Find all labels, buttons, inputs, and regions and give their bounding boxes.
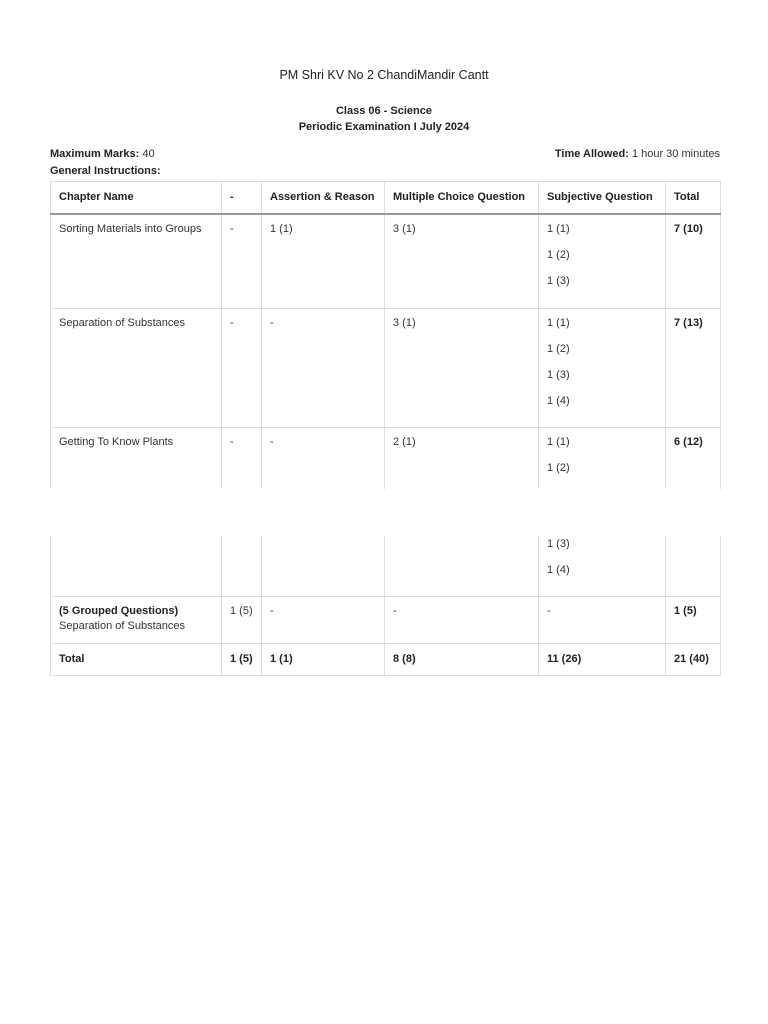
subjective-item: 1 (1) xyxy=(547,435,570,448)
mcq-cell: 2 (1) xyxy=(385,427,539,489)
dash-cell: - xyxy=(222,427,262,489)
table-row xyxy=(51,308,721,427)
totals-total: 21 (40) xyxy=(666,643,721,675)
max-marks-value: 40 xyxy=(142,148,155,160)
totals-assertion: 1 (1) xyxy=(262,643,385,675)
col-header-total: Total xyxy=(666,182,721,215)
totals-subjective: 11 (26) xyxy=(539,643,666,675)
table-row xyxy=(51,214,721,308)
chapter-cell: Separation of Substances xyxy=(51,308,222,427)
chapter-cell: Getting To Know Plants xyxy=(51,427,222,489)
table-row xyxy=(51,427,721,489)
blueprint-table xyxy=(50,181,721,489)
totals-mcq: 8 (8) xyxy=(385,643,539,675)
dash-cell: - xyxy=(222,214,262,308)
mcq-cell: - xyxy=(385,596,539,643)
time-allowed xyxy=(555,148,720,160)
assertion-cell: - xyxy=(262,427,385,489)
col-header-subjective: Subjective Question xyxy=(539,182,666,215)
subjective-item: 1 (1) xyxy=(547,316,570,329)
dash-cell: - xyxy=(222,308,262,427)
col-header-chapter: Chapter Name xyxy=(51,182,222,215)
totals-row xyxy=(51,643,721,675)
subjective-cell xyxy=(539,427,666,489)
col-header-assertion: Assertion & Reason xyxy=(262,182,385,215)
time-allowed-label: Time Allowed: xyxy=(554,148,629,160)
total-cell: 7 (10) xyxy=(666,214,721,308)
grouped-questions-heading: (5 Grouped Questions) xyxy=(59,604,179,617)
table-row xyxy=(51,596,721,643)
max-marks-label: Maximum Marks: xyxy=(50,148,140,160)
time-allowed-value: 1 hour 30 minutes xyxy=(631,148,720,160)
totals-label: Total xyxy=(51,643,222,675)
subjective-item: 1 (3) xyxy=(547,275,570,287)
assertion-cell: - xyxy=(262,308,385,427)
subjective-item: 1 (4) xyxy=(547,394,570,407)
class-subtitle: Class 06 - Science xyxy=(335,105,432,117)
total-cell xyxy=(666,536,721,596)
assertion-cell: - xyxy=(262,596,385,643)
max-marks xyxy=(50,148,155,160)
totals-dash: 1 (5) xyxy=(222,643,262,675)
chapter-cell: Sorting Materials into Groups xyxy=(51,214,222,308)
mcq-cell xyxy=(385,536,539,596)
subjective-cell xyxy=(539,536,666,596)
assertion-cell: 1 (1) xyxy=(262,214,385,308)
total-cell: 7 (13) xyxy=(666,308,721,427)
subjective-item: 1 (2) xyxy=(547,461,570,474)
col-header-dash: - xyxy=(222,182,262,215)
subjective-cell xyxy=(539,308,666,427)
exam-subtitle: Periodic Examination I July 2024 xyxy=(298,121,470,133)
col-header-mcq: Multiple Choice Question xyxy=(385,182,539,215)
table-row-continued xyxy=(51,536,721,596)
dash-cell: 1 (5) xyxy=(222,596,262,643)
grouped-chapter-name: Separation of Substances xyxy=(59,619,185,632)
subjective-cell xyxy=(539,214,666,308)
general-instructions-label: General Instructions: xyxy=(50,165,161,177)
chapter-cell xyxy=(51,536,222,596)
subjective-cell: - xyxy=(539,596,666,643)
total-cell: 1 (5) xyxy=(666,596,721,643)
subjective-item: 1 (4) xyxy=(547,564,570,576)
subjective-item: 1 (3) xyxy=(547,368,570,381)
table-header-row xyxy=(51,182,721,215)
dash-cell xyxy=(222,536,262,596)
blueprint-table-continued xyxy=(50,536,721,676)
mcq-cell: 3 (1) xyxy=(385,308,539,427)
total-cell: 6 (12) xyxy=(666,427,721,489)
subjective-item: 1 (2) xyxy=(547,342,570,355)
mcq-cell: 3 (1) xyxy=(385,214,539,308)
school-title: PM Shri KV No 2 ChandiMandir Cantt xyxy=(279,68,489,82)
assertion-cell xyxy=(262,536,385,596)
subjective-item: 1 (1) xyxy=(547,223,570,235)
subjective-item: 1 (2) xyxy=(547,249,570,261)
chapter-cell xyxy=(51,596,222,643)
subjective-item: 1 (3) xyxy=(547,538,570,550)
